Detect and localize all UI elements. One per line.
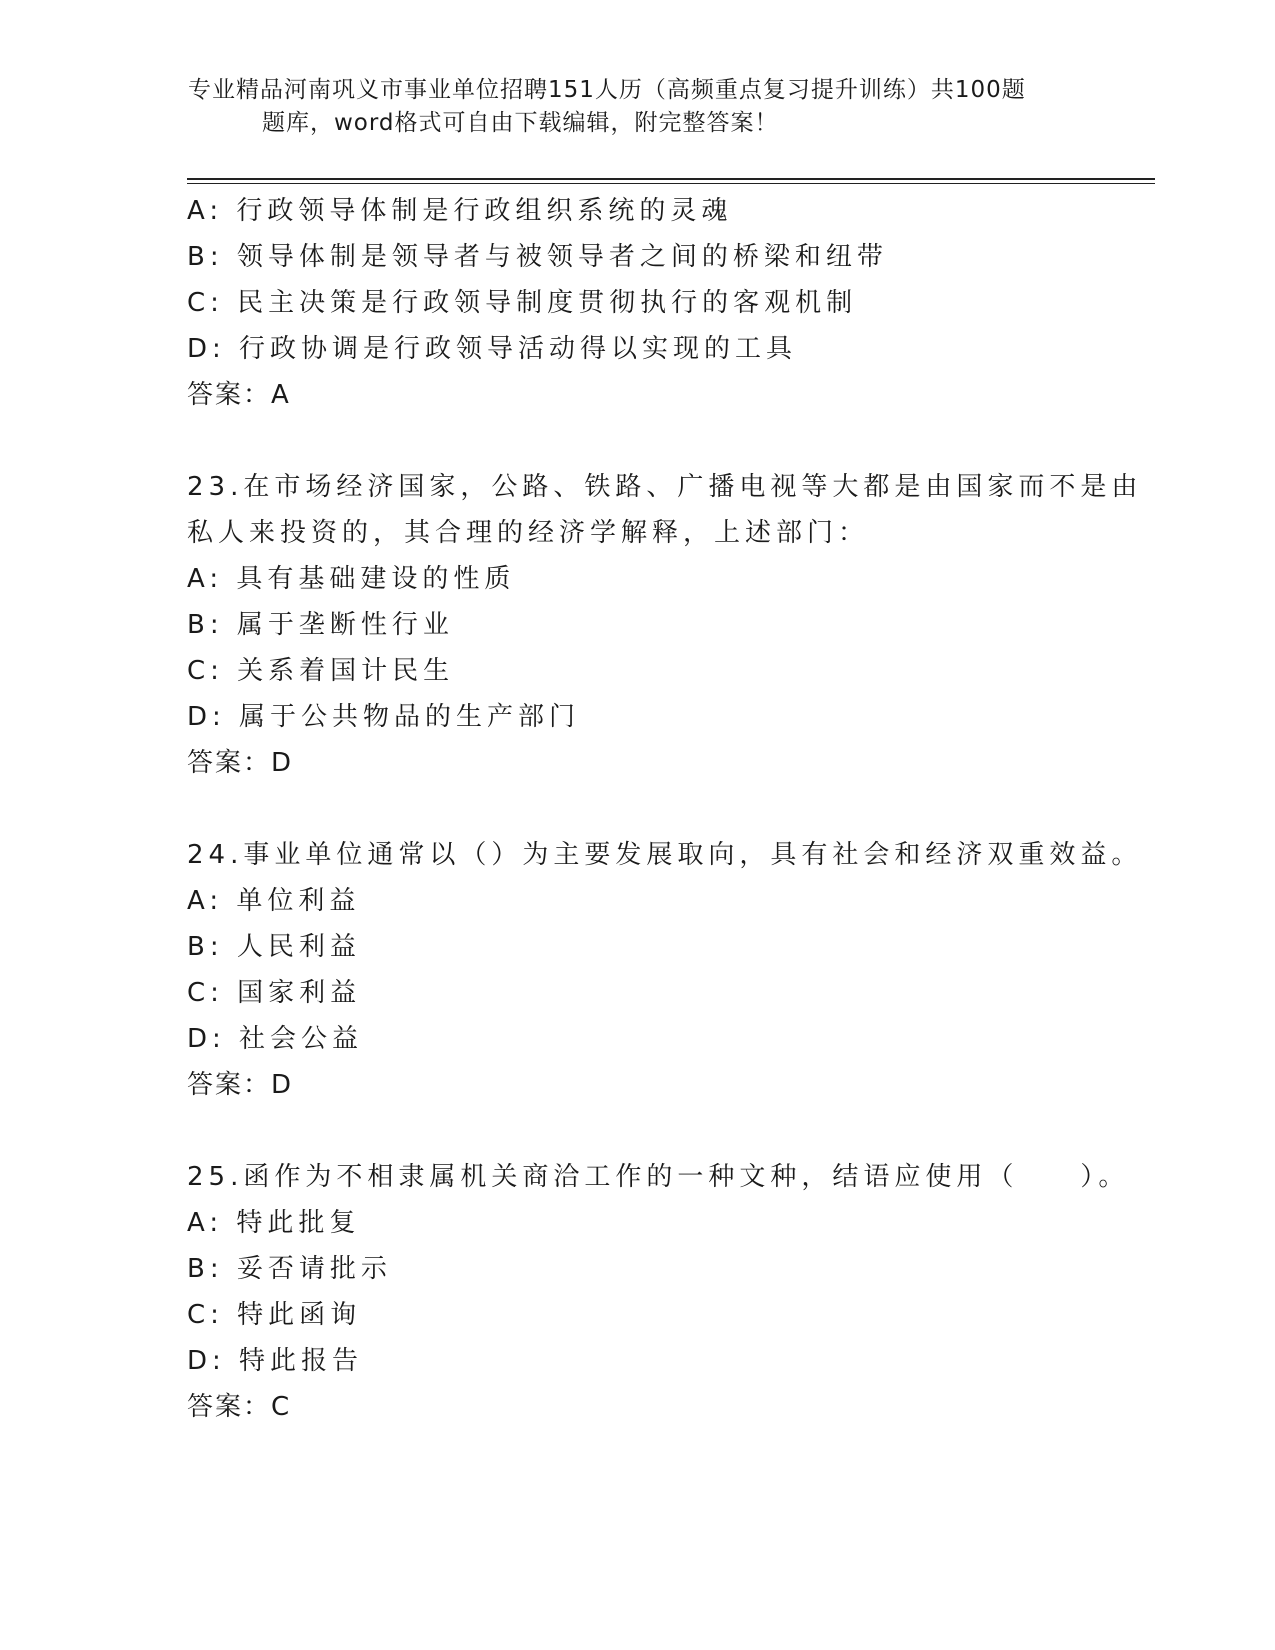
option-d: D: 行政协调是行政领导活动得以实现的工具: [187, 334, 798, 364]
option-d: D: 特此报告: [187, 1346, 364, 1376]
answer: 答案：C: [187, 1392, 292, 1422]
option-c: C: 关系着国计民生: [187, 656, 455, 686]
option-d: D: 属于公共物品的生产部门: [187, 702, 581, 732]
document-header: [188, 74, 1088, 140]
header-divider-thin: [187, 183, 1155, 184]
option-c: C: 国家利益: [187, 978, 362, 1008]
answer: 答案：A: [187, 380, 291, 410]
option-a: A: 行政领导体制是行政组织系统的灵魂: [187, 196, 733, 226]
question-stem-line1: 23.在市场经济国家，公路、铁路、广播电视等大都是由国家而不是由: [187, 472, 1143, 502]
answer: 答案：D: [187, 1070, 294, 1100]
question-list: [187, 188, 1143, 1430]
question-24: [187, 832, 1143, 1108]
option-b: B: 属于垄断性行业: [187, 610, 454, 640]
option-a: A: 特此批复: [187, 1208, 361, 1238]
header-title-line1: 专业精品河南巩义市事业单位招聘151人历（高频重点复习提升训练）共100题: [188, 77, 1026, 103]
question-stem: 25.函作为不相隶属机关商洽工作的一种文种，结语应使用（ ）。: [187, 1162, 1130, 1192]
question-22: [187, 188, 1087, 418]
question-stem: 24.事业单位通常以（）为主要发展取向，具有社会和经济双重效益。: [187, 840, 1143, 870]
option-d: D: 社会公益: [187, 1024, 364, 1054]
spacer: [187, 418, 1087, 464]
option-b: B: 人民利益: [187, 932, 361, 962]
spacer: [187, 1108, 1087, 1154]
header-divider-thick: [187, 178, 1155, 180]
option-c: C: 民主决策是行政领导制度贯彻执行的客观机制: [187, 288, 858, 318]
question-25: [187, 1154, 1130, 1430]
question-23: [187, 464, 1143, 786]
option-c: C: 特此函询: [187, 1300, 362, 1330]
option-a: A: 具有基础建设的性质: [187, 564, 516, 594]
spacer: [187, 786, 1087, 832]
question-stem-line2: 私人来投资的，其合理的经济学解释，上述部门：: [187, 518, 870, 548]
option-b: B: 妥否请批示: [187, 1254, 392, 1284]
answer: 答案：D: [187, 748, 294, 778]
option-b: B: 领导体制是领导者与被领导者之间的桥梁和纽带: [187, 242, 888, 272]
header-title-line2: 题库，word格式可自由下载编辑，附完整答案！: [262, 110, 779, 136]
option-a: A: 单位利益: [187, 886, 361, 916]
